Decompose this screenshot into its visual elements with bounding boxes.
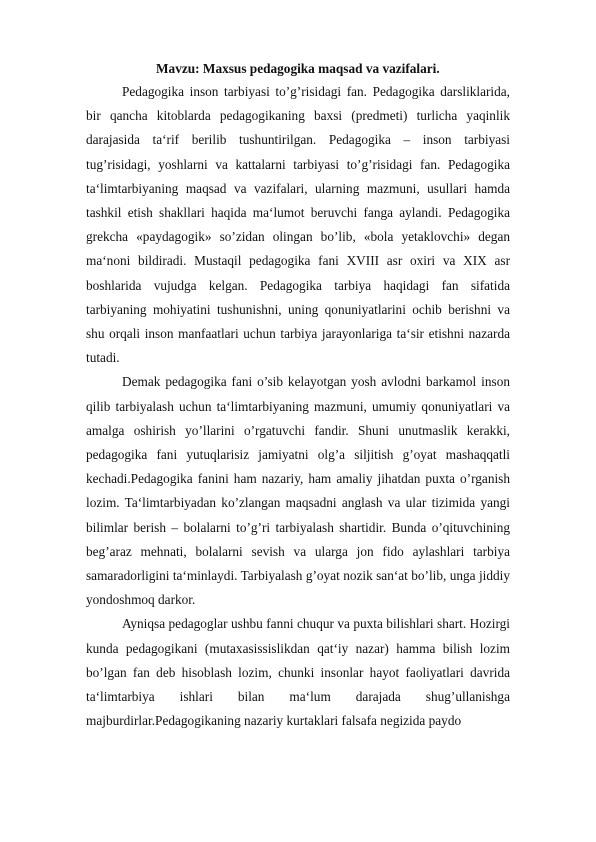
paragraph-2: Demak pedagogika fani o’sib kelayotgan yosh avlodni barkamol inson qilib tarbiyalash uchun ta‘limtarbiyaning mazmuni, umumiy qonuniyatlari va amalga oshirish yo’llarini o’rgatuvchi fandir. Shuni unutmaslik kerakki, pedagogika fani yutuqlarisiz jamiyatni olg’a siljitish g’oyat mashaqqatli kechadi.Pedagogika fanini ham nazariy, ham amaliy jihatdan puxta o’rganish lozim. Ta‘limtarbiyadan ko’zlangan maqsadni anglash va ular tizimida yangi bilimlar berish – bolalarni to’g’ri tarbiyalash shartidir. Bunda o’qituvchining beg’araz mehnati, bolalarni sevish va ularga jon fido aylashlari tarbiya samaradorligini ta‘minlaydi. Tarbiyalash g’oyat nozik san‘at bo’lib, unga jiddiy yondoshmoq darkor. <box>86 374 510 608</box>
paragraph-1: Pedagogika inson tarbiyasi to’g’risidagi fan. Pedagogika darsliklarida, bir qancha kitoblarda pedagogikaning baxsi (predmeti) turlicha yaqinlik darajasida ta‘rif berilib tushuntirilgan. Pedagogika – inson tarbiyasi tug’risidagi, yoshlarni va kattalarni tarbiyasi to’g’risidagi fan. Pedagogika ta‘limtarbiyaning maqsad va vazifalari, ularning mazmuni, usullari hamda tashkil etish shakllari haqida ma‘lumot beruvchi fanga aylandi. Pedagogika grekcha «paydagogik» so’zidan olingan bo’lib, «bola yetaklovchi» degan ma‘noni bildiradi. Mustaqil pedagogika fani XVIII asr oxiri va XIX asr boshlarida vujudga kelgan. Pedagogika tarbiya haqidagi fan sifatida tarbiyaning mohiyatini tushunishni, uning qonuniyatlarini ochib berishni va shu orqali inson manfaatlari uchun tarbiya jarayonlariga ta‘sir etishni nazarda tutadi. <box>86 84 510 366</box>
title-block <box>86 58 510 80</box>
document-title: Mavzu: Maxsus pedagogika maqsad va vazifalari. <box>156 61 440 76</box>
paragraph-3: Ayniqsa pedagoglar ushbu fanni chuqur va puxta bilishlari shart. Hozirgi kunda pedagogikani (mutaxasissislikdan qat‘iy nazar) hamma bilish lozim bo’lgan fan deb hisoblash lozim, chunki insonlar hayot faoliyatlari davrida ta‘limtarbiya ishlari bilan ma‘lum darajada shug’ullanishga majburdirlar.Pedagogikaning nazariy kurtaklari falsafa negizida paydo <box>86 616 510 729</box>
document-page <box>86 58 510 733</box>
